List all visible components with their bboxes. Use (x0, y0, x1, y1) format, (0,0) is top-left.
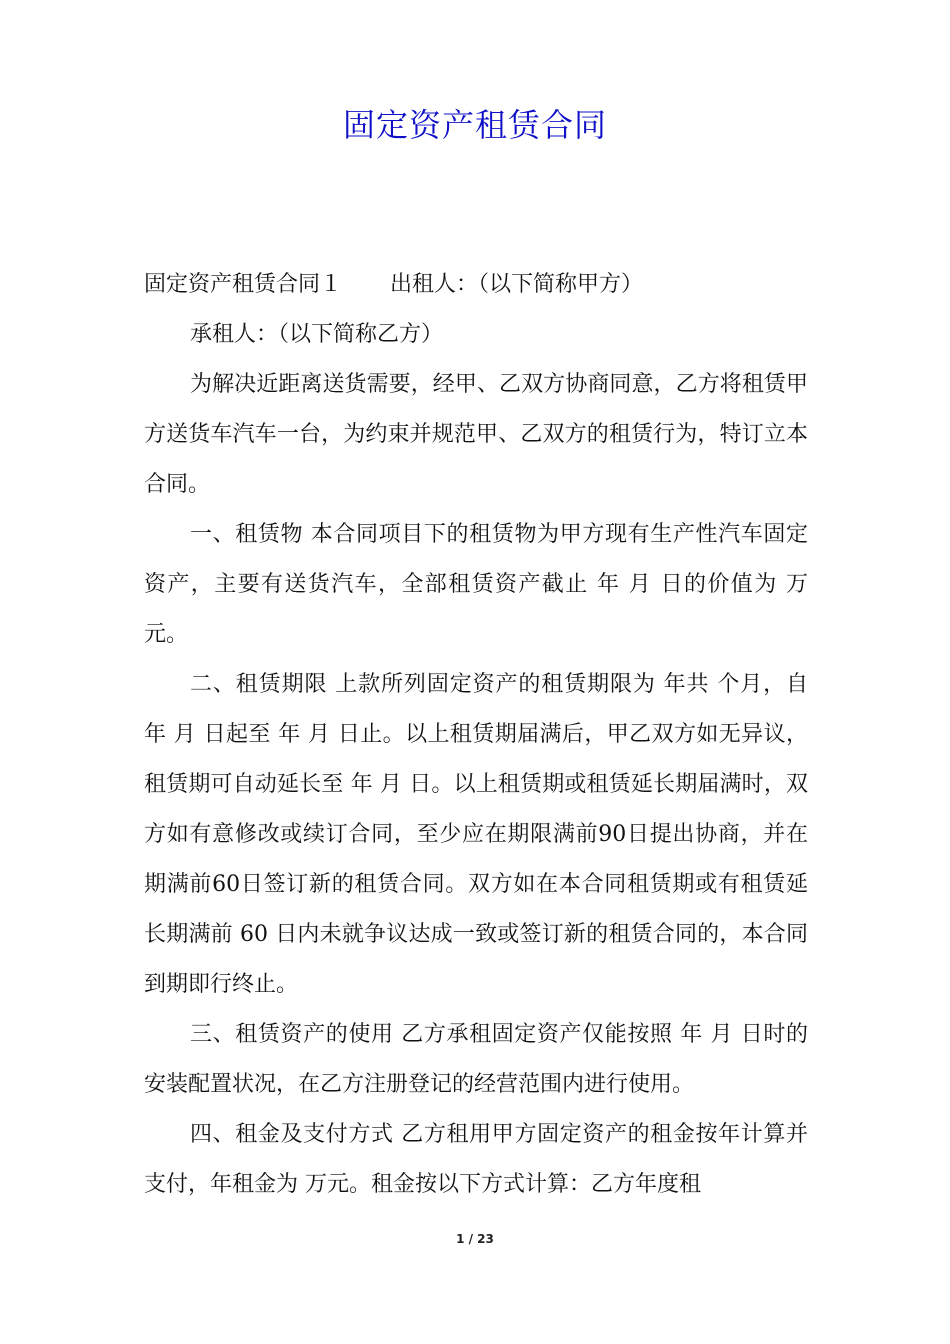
paragraph-lease-term: 二、租赁期限 上款所列固定资产的租赁期限为 年共 个月，自 年 月 日起至 年 月 日止。以上租赁期届满后，甲乙双方如无异议，租赁期可自动延长至 年 月 日。以上租赁期或租赁延长期届满时，双方如有意修改或续订合同，至少应在期限满前90日提出协商，并在期满前60日签订新的租赁合同。双方如在本合同租赁期或有租赁延长期满前 60 日内未就争议达成一致或签订新的租赁合同的，本合同到期即行终止。 (144, 672, 808, 997)
paragraph-purpose: 为解决近距离送货需要，经甲、乙双方协商同意，乙方将租赁甲方送货车汽车一台，为约束并规范甲、乙双方的租赁行为，特订立本合同。 (144, 372, 808, 497)
paragraph-leased-item: 一、租赁物 本合同项目下的租赁物为甲方现有生产性汽车固定资产，主要有送货汽车，全部租赁资产截止 年 月 日的价值为 万元。 (144, 522, 808, 647)
intro-line (144, 260, 808, 310)
intro-heading: 固定资产租赁合同１ (144, 272, 343, 297)
paragraph-rent-payment: 四、租金及支付方式 乙方租用甲方固定资产的租金按年计算并支付，年租金为 万元。租金按以下方式计算：乙方年度租 (144, 1122, 808, 1197)
document-body (144, 260, 808, 1210)
document-title: 固定资产租赁合同 (342, 106, 607, 144)
lessee-line: 承租人：（以下简称乙方） (190, 322, 444, 347)
lessor-line: 出租人：（以下简称甲方） (390, 272, 644, 297)
page-number: 1 / 23 (456, 1232, 494, 1246)
paragraph-asset-use: 三、租赁资产的使用 乙方承租固定资产仅能按照 年 月 日时的安装配置状况，在乙方注册登记的经营范围内进行使用。 (144, 1022, 808, 1097)
